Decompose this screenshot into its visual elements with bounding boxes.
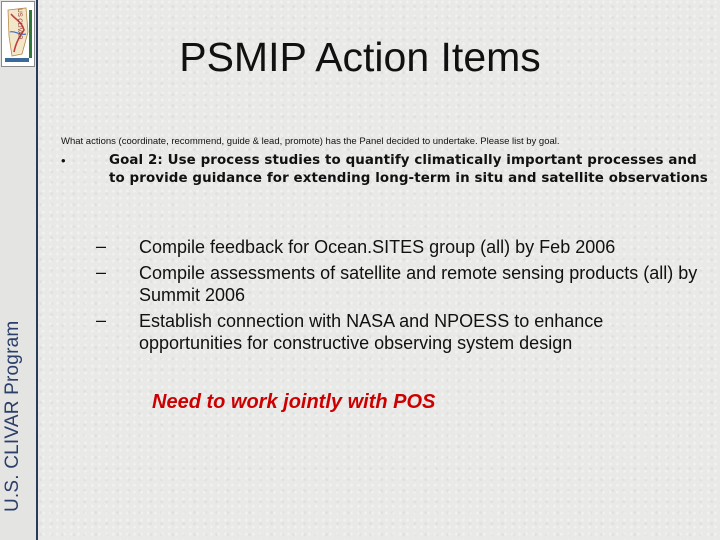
note-text: Need to work jointly with POS [152,391,436,413]
page-title: PSMIP Action Items [179,34,541,80]
action-item-text: Compile feedback for Ocean.SITES group (all) by Feb 2006 [139,237,616,257]
dash-marker: – [96,236,107,256]
bullet-marker: • [61,153,66,168]
action-item [96,310,706,354]
action-item-text: Establish connection with NASA and NPOESS to enhance opportunities for constructive observing system design [139,311,604,353]
action-item-list [96,236,706,354]
question-text: What actions (coordinate, recommend, guide & lead, promote) has the Panel decided to undertake. Please list by goal. [61,136,560,147]
goal-text: Goal 2: Use process studies to quantify climatically important processes and to provide guidance for extending long-term in situ and satellite observations [109,153,708,186]
sidebar [0,0,38,540]
dash-marker: – [96,262,107,282]
action-item-text: Compile assessments of satellite and remote sensing products (all) by Summit 2006 [139,263,698,305]
dash-marker: – [96,310,107,330]
action-item [96,236,706,258]
svg-text:US CLIVAR: US CLIVAR [16,8,22,40]
action-item [96,262,706,306]
program-label: U.S. CLIVAR Program [2,320,23,512]
